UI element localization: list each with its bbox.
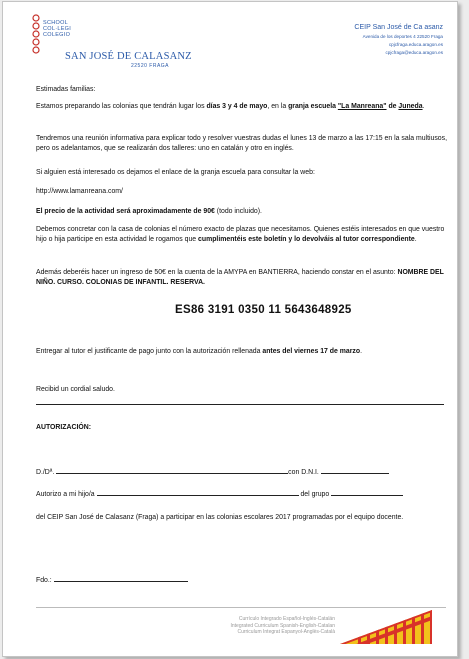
logo-line-colegio: COLEGIO	[43, 32, 71, 38]
parent-name-label: D./Dª.	[36, 469, 55, 476]
school-address: Avenida de los deportes 4 22520 Fraga	[362, 34, 443, 39]
payment-text: Además deberéis hacer un ingreso de 50€ en la cuenta de la AMYPA en BANTIERRA, haciendo constar en el asunto:	[36, 269, 398, 276]
bank-account-number: ES86 3191 0350 11 5643648925	[175, 304, 352, 316]
logo-line-school: SCHOOL	[43, 20, 69, 26]
group-field[interactable]	[331, 489, 403, 496]
signature-label: Fdo.:	[36, 577, 52, 584]
footer-curriculum	[211, 616, 335, 636]
intro-period: .	[422, 103, 425, 110]
parent-name-field[interactable]	[56, 467, 288, 474]
intro-text: Estamos preparando las colonias que tendrán lugar los	[36, 103, 207, 110]
payment-subject: NOMBRE DEL NIÑO. CURSO. COLONIAS DE INFANTIL. RESERVA.	[36, 269, 444, 286]
enrollment-text: Debemos concretar con la casa de colonias el número exacto de plazas que necesitamos. Quienes estéis interesados en que vuestro hijo o hija participe en esta actividad le rogamos que	[36, 226, 445, 243]
price-amount: aproximadamente de 90€	[132, 208, 215, 215]
paragraph-deadline	[36, 347, 452, 357]
signature-field[interactable]	[54, 575, 188, 582]
child-name-field[interactable]	[97, 489, 299, 496]
greeting: Estimadas familias:	[36, 86, 96, 93]
group-label: del grupo	[300, 491, 330, 498]
school-email[interactable]: cpjcfraga@educa.aragon.es	[385, 50, 443, 55]
deadline-text: Entregar al tutor el justificante de pago junto con la autorización rellenada	[36, 348, 263, 355]
intro-farm-name: "La Manreana"	[337, 103, 387, 110]
footer-line-2: Integrated Curriculum Spanish-English-Catalan	[230, 622, 335, 629]
curriculum-flag-icon	[340, 610, 432, 644]
dni-label: con D.N.I.	[288, 469, 319, 476]
paragraph-intro	[36, 102, 452, 112]
farm-url-link[interactable]: http://www.lamanreana.com/	[36, 188, 123, 195]
child-label: Autorizo a mi hijo/a	[36, 491, 95, 498]
paragraph-enrollment	[36, 225, 452, 245]
school-name: CEIP San José de Ca asanz	[354, 24, 443, 31]
logo-city: 22520 FRAGA	[131, 63, 170, 69]
form-consent: del CEIP San José de Calasanz (Fraga) a participar en las colonias escolares 2017 programadas por el equipo docente.	[36, 514, 404, 521]
form-row-child	[36, 489, 452, 500]
school-contact	[354, 22, 443, 57]
footer-divider	[36, 607, 446, 608]
paragraph-meeting: Tendremos una reunión informativa para explicar todo y resolver vuestras dudas el lunes 13 de marzo a las 17:15 en la sala multiusos, pero os adelantamos, que se realizarán dos talleres: uno en catalán y otro en inglés.	[36, 135, 447, 152]
price-text: El precio de la actividad será	[36, 208, 133, 215]
intro-farm-label: granja escuela	[288, 103, 338, 110]
enrollment-instruction: cumplimentéis este boletín y lo devolváis al tutor correspondiente	[198, 235, 415, 243]
paragraph-payment	[36, 268, 452, 288]
logo-school-name: SAN JOSÉ DE CALASANZ	[65, 51, 192, 62]
dni-field[interactable]	[321, 467, 389, 474]
form-signature-row	[36, 575, 452, 586]
paragraph-link-intro: Si alguien está interesado os dejamos el enlace de la granja escuela para consultar la web:	[36, 169, 315, 176]
deadline-date: antes del viernes 17 de marzo	[262, 348, 361, 355]
form-title: AUTORIZACIÓN:	[36, 424, 91, 431]
logo-text	[43, 20, 71, 38]
logo-line-collegi: COL·LEGI	[43, 26, 72, 32]
intro-text-2: , en la	[267, 103, 289, 110]
footer-line-3: Curriculum Integrat Espanyol-Anglès-Català	[237, 629, 335, 635]
enrollment-period: .	[414, 235, 417, 243]
form-row-parent	[36, 467, 452, 478]
price-note: (todo incluido).	[214, 208, 262, 215]
school-logo-icon	[30, 14, 42, 58]
paragraph-price	[36, 207, 452, 217]
closing: Recibid un cordial saludo.	[36, 386, 115, 393]
footer-line-1: Currículo Integrado Español-Inglés-Catalán	[238, 616, 335, 622]
school-web[interactable]: cpjcfraga.educa.aragon.es	[388, 42, 443, 47]
document-page	[2, 1, 458, 657]
intro-de: de	[386, 103, 399, 110]
intro-town: Juneda	[398, 103, 423, 110]
deadline-period: .	[360, 348, 362, 355]
cut-line	[36, 404, 444, 405]
intro-dates: días 3 y 4 de mayo	[206, 103, 268, 110]
